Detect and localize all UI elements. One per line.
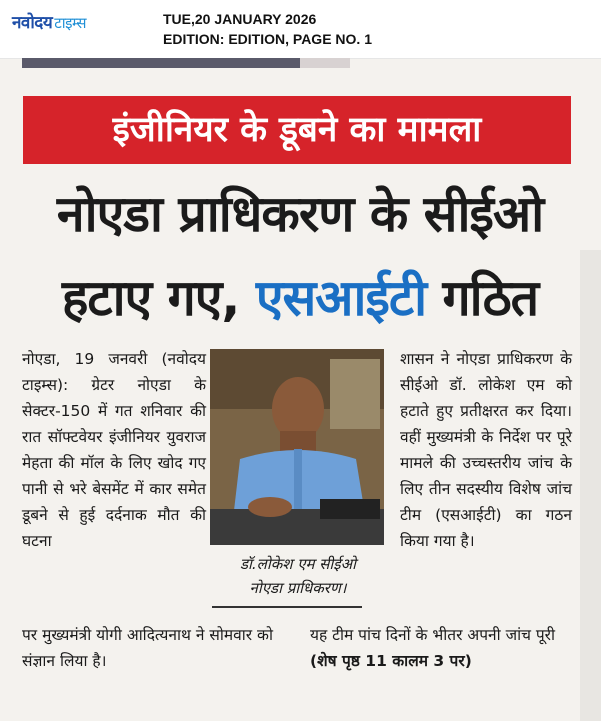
headline-line-1: नोएडा प्राधिकरण के सीईओ: [56, 185, 544, 243]
caption-underline: [212, 606, 362, 608]
bottom-right-body: यह टीम पांच दिनों के भीतर अपनी जांच पूरी: [310, 626, 556, 644]
edition-info: [163, 9, 372, 49]
kicker-banner: इंजीनियर के डूबने का मामला: [23, 96, 571, 164]
bottom-right-text: [310, 622, 572, 674]
logo-main-text: नवोदय: [12, 13, 53, 33]
caption-line-1: डॉ.लोकेश एम सीईओ: [240, 555, 356, 573]
edition-line: EDITION: EDITION, PAGE NO. 1: [163, 31, 372, 47]
continuation-reference[interactable]: (शेष पृष्ठ 11 कालम 3 पर): [310, 652, 472, 670]
logo-sub-text: टाइम्स: [54, 14, 87, 32]
headline-part-1: हटाए गए,: [61, 269, 256, 327]
adjacent-page-edge: [580, 250, 601, 721]
newspaper-logo[interactable]: [12, 10, 86, 33]
headline-line-2: [20, 262, 580, 330]
caption-line-2: नोएडा प्राधिकरण।: [249, 579, 347, 597]
masthead-bar: [0, 0, 601, 59]
ceo-photo-illustration: [210, 349, 384, 545]
date-line: TUE,20 JANUARY 2026: [163, 11, 317, 27]
previous-clipping-edge: [22, 58, 342, 68]
bottom-left-text: पर मुख्यमंत्री योगी आदित्यनाथ ने सोमवार को संज्ञान लिया है।: [22, 626, 273, 670]
article-column-left: नोएडा, 19 जनवरी (नवोदय टाइम्स): ग्रेटर नोएडा के सेक्टर-150 में गत शनिवार की रात सॉफ्टवेयर इंजीनियर युवराज मेहता की मॉल के लिए खोद गए पानी से भरे बेसमेंट में कार समेत डूबने से हुई दर्दनाक मौत की घटना: [22, 350, 206, 550]
previous-clipping-edge-light: [300, 58, 350, 68]
photo-caption: [208, 552, 388, 600]
ceo-photo: [210, 349, 384, 545]
headline-part-2: गठित: [426, 269, 539, 327]
article-column-right: शासन ने नोएडा प्राधिकरण के सीईओ डॉ. लोकेश एम को हटाते हुए प्रतीक्षरत कर दिया। वहीं मुख्यमंत्री के निर्देश पर पूरे मामले की उच्चस्तरीय जांच के लिए तीन सदस्यीय विशेष जांच टीम (एसआईटी) का गठन किया गया है।: [400, 350, 572, 550]
headline-highlight: एसआईटी: [255, 269, 427, 327]
